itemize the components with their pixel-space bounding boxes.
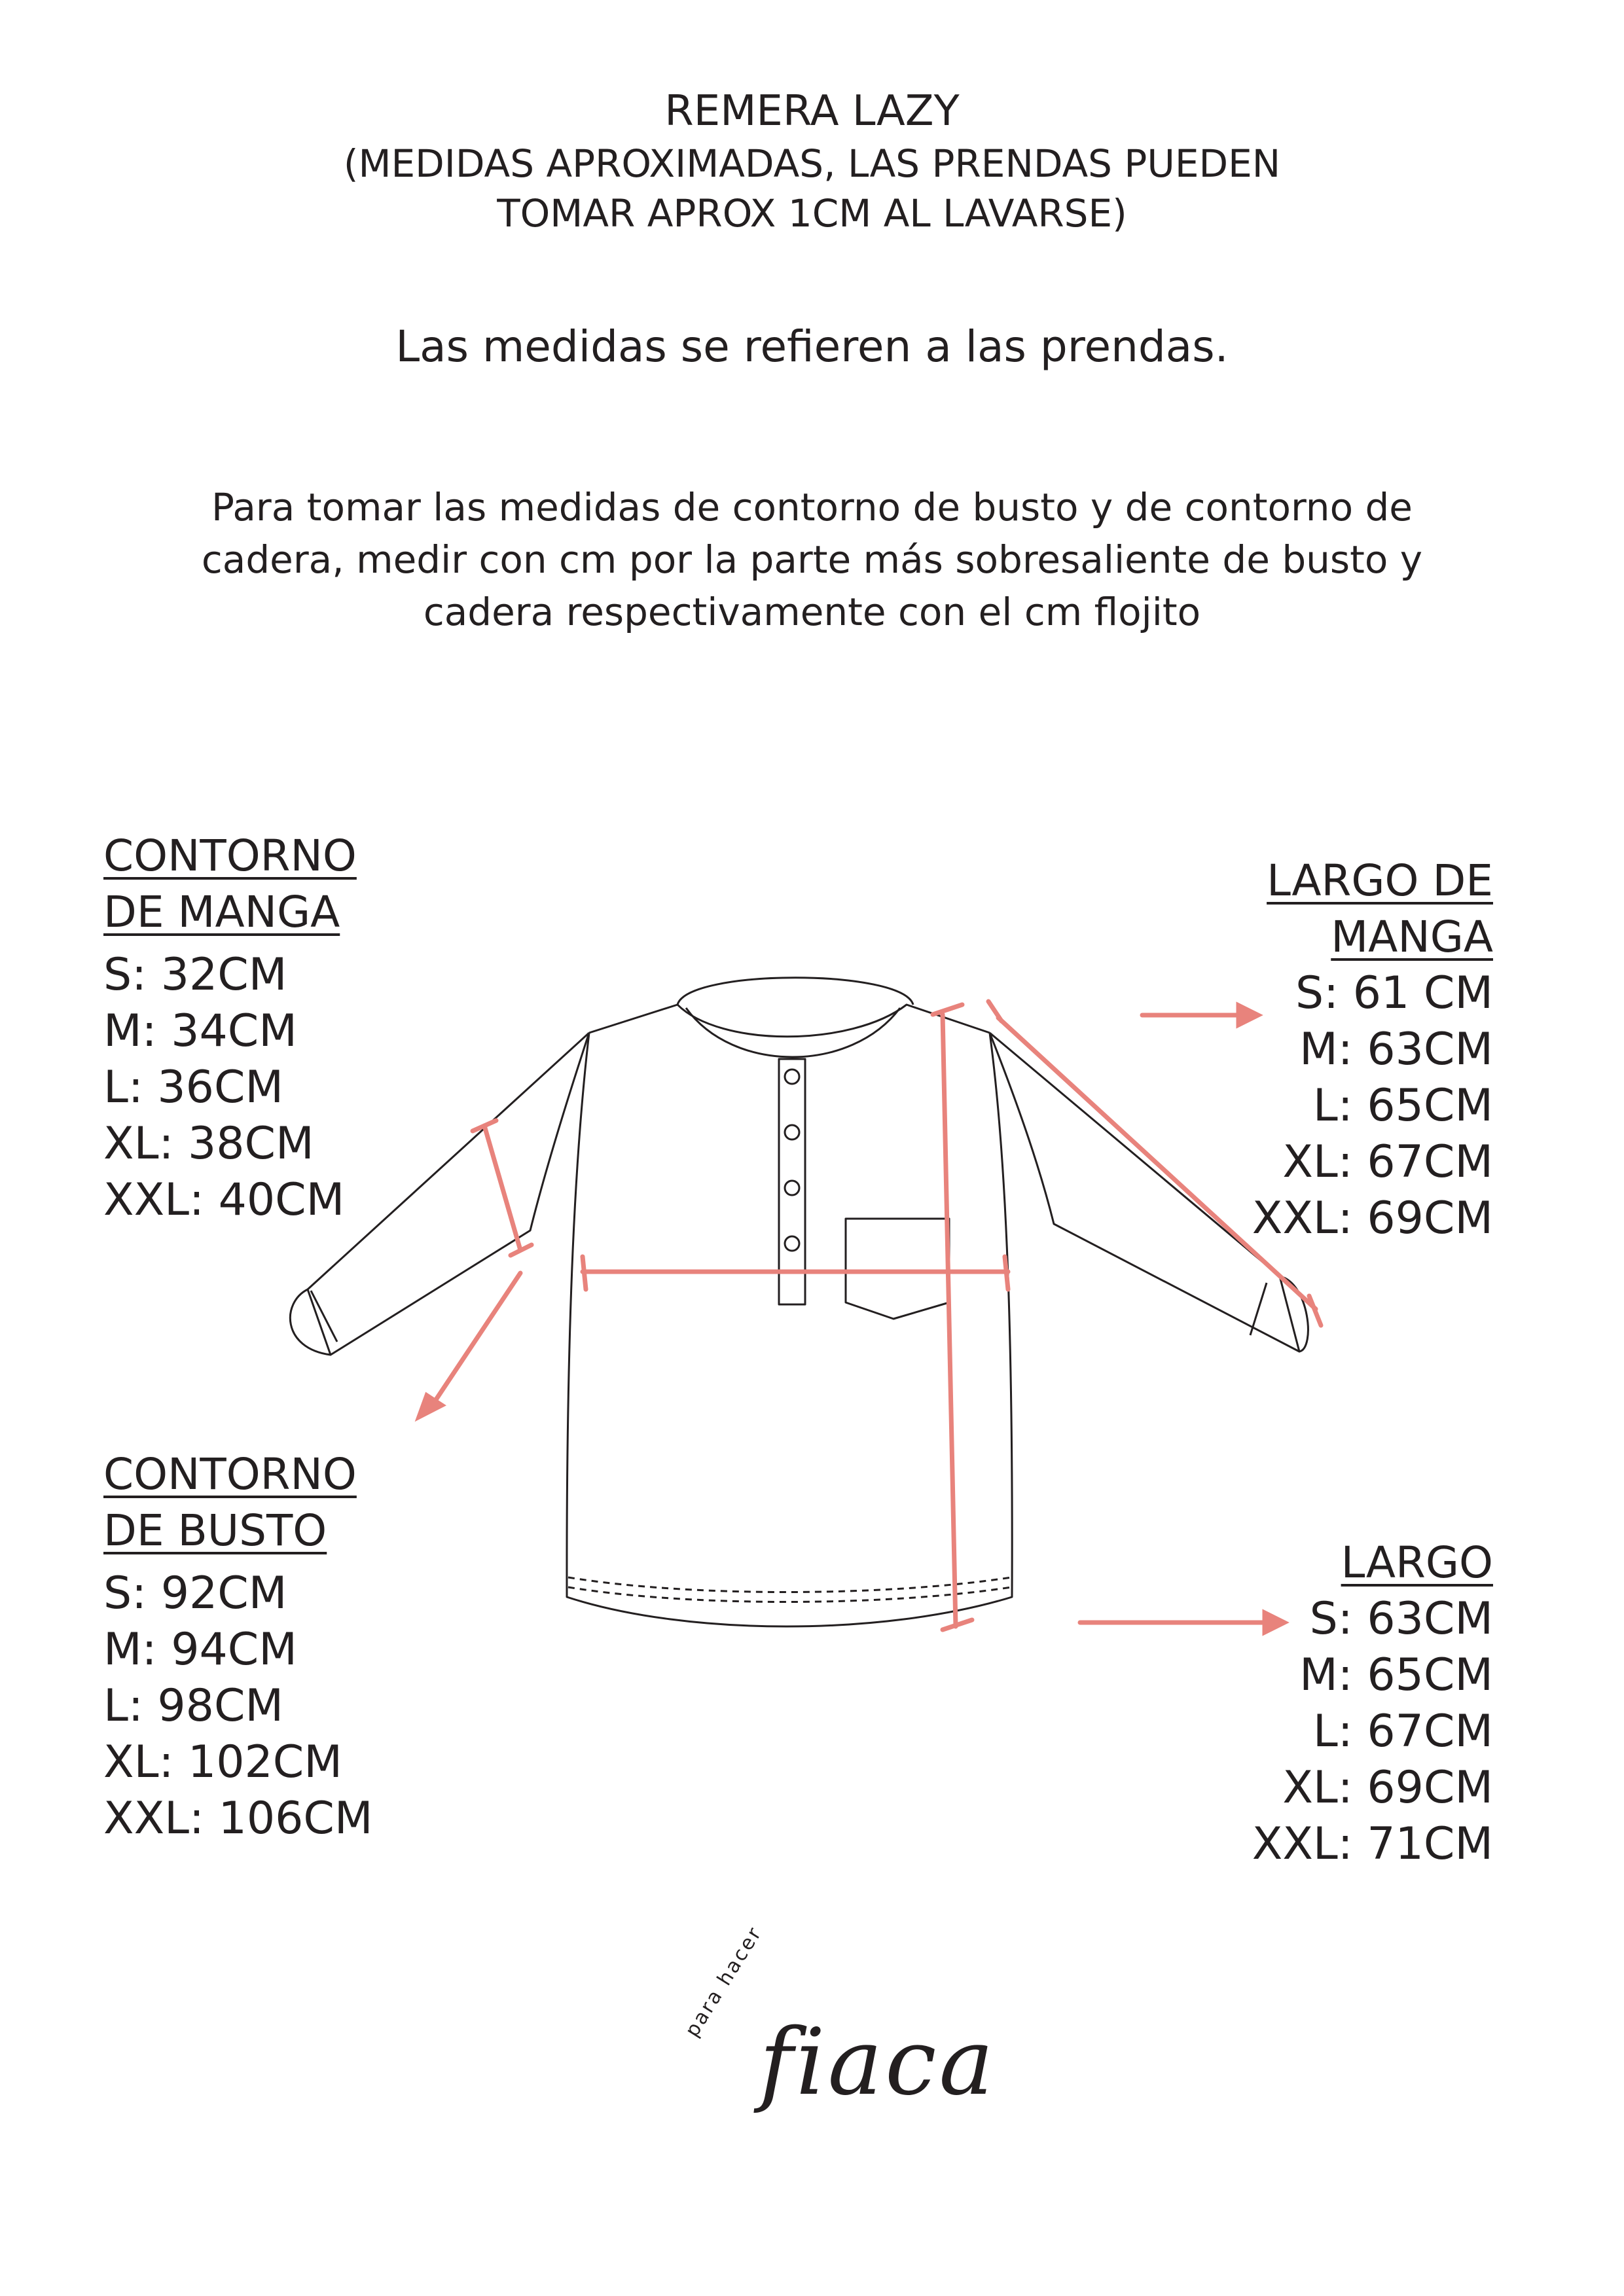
instruction-line-2: cadera, medir con cm por la parte más sobresaliente de busto y	[201, 537, 1423, 582]
length-title: LARGO	[1341, 1537, 1493, 1588]
shirt-shoulders	[589, 1005, 990, 1037]
size-row: L: 65CM	[1312, 1080, 1493, 1132]
brand-logo	[661, 1922, 996, 2140]
size-row: XL: 102CM	[103, 1736, 342, 1788]
hem-stitch	[568, 1587, 1011, 1602]
measurement-note-line-2: TOMAR APROX 1CM AL LAVARSE)	[497, 191, 1127, 236]
size-row: XXL: 71CM	[1252, 1818, 1493, 1870]
instruction-line-1: Para tomar las medidas de contorno de busto y de contorno de	[211, 485, 1413, 529]
hem-stitch	[568, 1577, 1011, 1592]
bust-circumference-block	[103, 1446, 373, 1847]
size-row: L: 98CM	[103, 1680, 284, 1732]
page-title: REMERA LAZY	[664, 87, 960, 135]
sleeve-length-title-2: MANGA	[1331, 912, 1493, 962]
collar	[677, 978, 913, 1005]
size-row: XL: 67CM	[1282, 1136, 1493, 1188]
pocket	[846, 1219, 949, 1319]
button	[785, 1125, 799, 1139]
sleeve-circumference-block	[103, 828, 357, 1229]
size-row: XXL: 40CM	[103, 1174, 345, 1226]
size-row: L: 36CM	[103, 1062, 284, 1113]
bust-circumference-title-1: CONTORNO	[103, 1449, 357, 1499]
size-row: S: 63CM	[1309, 1593, 1493, 1645]
length-line	[943, 1014, 956, 1626]
bust-circumference-title-2: DE BUSTO	[103, 1505, 327, 1556]
sleeve-length-block	[1100, 853, 1493, 1247]
instruction-line-3: cadera respectivamente con el cm flojito	[423, 590, 1201, 634]
arrow-manga-contorno	[429, 1273, 520, 1410]
button	[785, 1181, 799, 1195]
subtitle: Las medidas se refieren a las prendas.	[395, 321, 1229, 372]
size-row: XXL: 69CM	[1252, 1193, 1493, 1244]
size-row: S: 92CM	[103, 1568, 287, 1619]
size-row: M: 94CM	[103, 1624, 297, 1676]
size-row: XL: 69CM	[1282, 1762, 1493, 1814]
collar-inner	[686, 1008, 900, 1057]
size-row: M: 65CM	[1299, 1649, 1493, 1701]
sleeve-circumference-title-1: CONTORNO	[103, 831, 357, 881]
logo-big-text: fiaca	[759, 2009, 996, 2116]
size-row: M: 63CM	[1299, 1024, 1493, 1075]
length-block	[1100, 1535, 1493, 1873]
size-row: XXL: 106CM	[103, 1793, 373, 1844]
sleeve-length-title-1: LARGO DE	[1267, 855, 1493, 906]
sleeve-circumference-line	[484, 1126, 520, 1250]
size-row: M: 34CM	[103, 1005, 297, 1057]
sleeve-circumference-title-2: DE MANGA	[103, 887, 340, 937]
button	[785, 1236, 799, 1251]
size-row: S: 32CM	[103, 949, 287, 1001]
measurement-note-line-1: (MEDIDAS APROXIMADAS, LAS PRENDAS PUEDEN	[343, 141, 1281, 186]
logo-small-text: para hacer	[681, 1922, 767, 2041]
size-row: S: 61 CM	[1295, 967, 1493, 1019]
size-row: L: 67CM	[1312, 1706, 1493, 1757]
right-cuff-line	[1250, 1283, 1267, 1335]
size-row: XL: 38CM	[103, 1118, 314, 1170]
button	[785, 1069, 799, 1084]
